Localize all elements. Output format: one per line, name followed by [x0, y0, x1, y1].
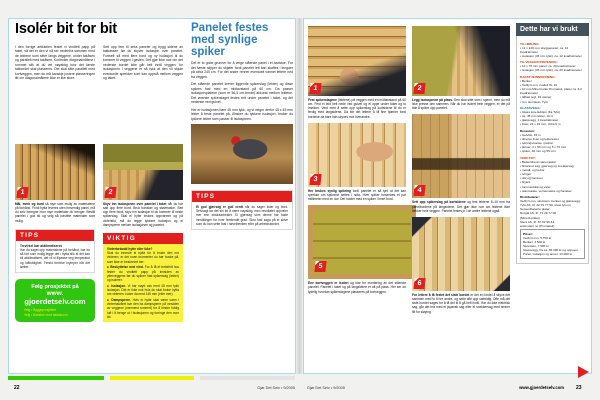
sidebar-section-verktoy [520, 156, 585, 193]
distributor-line: Norgal AS, tlf. 71 29 77 00 [520, 211, 557, 216]
caption-step-2 [103, 202, 183, 227]
caption-step-6 [412, 293, 510, 314]
step-block-2 [412, 26, 510, 110]
section-header-verktoy: VERKTØY: [520, 155, 536, 160]
caption-step-2r-lead: Legg isolasjonen på plass. [412, 98, 453, 102]
caption-step-3-text: fordi panelet er så tynt at det kan sprekke om spikrene settes i nota. Hver spiker forsenkes et par millimeter med en dor. Det holder med en spiker i hvert bord. [308, 188, 406, 202]
caption-step-6-lead: For lettere å få festet det siste bordet [412, 292, 470, 297]
distributor-line: Vedfyrt ovn, skorstein, benker og glassvegg: [520, 199, 581, 204]
photo-step-4-corner [412, 114, 510, 198]
photo-materials-stack [15, 144, 95, 200]
price-line: Vedfyrt ovn, 5.700 kr [523, 235, 552, 240]
caption-step-5-lead: Ene kortveggen er isolert [308, 281, 349, 286]
step-badge-2r: 2 [413, 83, 425, 94]
step-badge-1r: 1 [309, 83, 321, 94]
continue-arrow-icon [578, 366, 589, 378]
page-gutter-shadow [296, 18, 303, 374]
left-column-2 [103, 45, 183, 322]
photo-step-1-battens [308, 26, 406, 96]
article1-col1-text: I den forrige artikkelen festet vi vindtett papp på taket, så det er den vi nå ser nedenfra sammen med de lektene som sitter langs veggene, under takåsen og parallelt med takåsen. Kontroller diagonalmålene i rommet slik at du vet nøyaktig hvor det første takbordet skal plasseres. Det skal sitte parallelt med kortveggen, men du må kanskje justere plasseringen litt om diagonalmålene ikke er like store. [15, 45, 95, 81]
step-badge-2: 2 [104, 187, 116, 198]
article1-col2-text: Sett opp fem til seks paneler og bygg sidene av takkassen før du skyver isolasjon over panelet. Fortsett så med flere bord og ny isolasjon til du kommer til veggen i gavlen. Det gjør ikke noe om det nederste bordet ikke går helt inntil veggen, for isolasjonen i veggene er så tykk at den vil skjule eventuelle sprekker som kan oppstå mellom veggen og taket. [103, 45, 183, 81]
photo-mitre-saw [191, 124, 293, 184]
caption-step-3 [308, 189, 406, 201]
section-header-dessuten: Dessuten: [520, 128, 535, 133]
sidebar-item: • dor og hammer [520, 176, 585, 180]
tips-box-2 [191, 190, 293, 230]
viktig-bullet-1-text: For å få et trekkfritt hus fester du vindtett papp på innsiden av ytterveggene før du spikrer fast spikerslag (lekter) og isolerer. [107, 265, 179, 282]
viktig-bullet-1-lead: Beskyttelse mot vind. [110, 265, 144, 270]
sidebar-item: • støvmaske, vernemaske og hansker [520, 189, 585, 193]
distributor-tylo-link[interactable]: Tylö AS, tlf. 22 79 77 50, www.tylo.no [520, 203, 571, 208]
right-footer-website-link[interactable]: www.gjoerdetselv.com [519, 385, 564, 390]
viktig-bullet-3-lead: Dampsperre. [111, 297, 131, 302]
sidebar-section-innredning [520, 75, 585, 104]
sidebar-item: • Benker [520, 79, 585, 83]
caption-step-1-lead: Mål, merk og bunt [15, 202, 44, 206]
viktig-bullet-3 [107, 298, 179, 319]
article2-headline [191, 22, 293, 58]
sidebar-section-dessuten [520, 129, 585, 153]
sidebar-item: • tommestokk og vater [520, 185, 585, 189]
caption-step-2-text: når du har satt opp flere bord. Bruk hansker og støvmaske. Sett opp flere bord, skyv inn isolasjon til du kommer til neste spikerslag. Skal ei hytte brukes oppvarmet og på vinterstid, må du legge tykkere isolasjon og ei dampsperre mellom isolasjonen og panelet. [103, 202, 184, 227]
accent-bar-yellow [110, 376, 194, 380]
sidebar-section-prices [520, 229, 585, 259]
caption-step-4-lead: Sett opp spikerslag på kortsidene [412, 200, 466, 205]
tips-box-2-body [192, 202, 292, 229]
sidebar-item: • Gulvlist, 15 m [520, 133, 585, 137]
step-block-1 [308, 26, 406, 119]
left-footer-issue: Gjør Det Selv • 9/2005 [257, 386, 295, 390]
step-block-3 [308, 123, 406, 201]
step-block-4 [412, 114, 510, 212]
caption-step-2-lead: Skyv inn isolasjonen over panelet i taket [103, 202, 167, 206]
article2-paragraph-1: Det er to gode grunner for å velge stående panel i ei badstue. For det første slipper du skjøter fordi panelet lett kan skaffes i lengder på cirka 240 cm. For det andre renner eventuelt vannet lettere ned fra veggen. [191, 61, 293, 79]
tips-box-2-header: TIPS [192, 191, 292, 202]
article2-headline-line2: med synlige spiker [191, 34, 258, 59]
viktig-bullet-2-lead: Isolasjon. [111, 283, 126, 288]
caption-step-2r-text: Den skal sitte som i spenn, men du må ikke presse den sammen. Når du har isolert hele veggen, er det på tide å spikre opp panelet. [412, 98, 510, 111]
price-line: Glassvegg, fra ca. 36.000 kr og oppover [523, 248, 579, 253]
right-page-number: 23 [576, 385, 582, 391]
tips-box-1-text: Har du saget opp materialene på forhånd, bør du så fort som mulig legge det i hytta slik at det kan bli akklimatisert, det vil si tilpasse seg temperatur og luftfuktighet. Ferskt trevirke krymper når det tørker. [20, 248, 90, 269]
accent-bar-green [8, 376, 104, 380]
viktig-lead: Vinterbebodd hytte eller ikke? [107, 246, 153, 251]
caption-step-3-lead: Her brukes synlig spikring [308, 188, 351, 193]
distributor-line: (Minerit-plater) [520, 215, 541, 220]
article2-paragraph-3: Her er isolasjonen bare 45 mm tykk, og vi velger derfor 45 x 45 mm lekter å feste panelet på. Ønsker du tykkere isolasjon, bruker du tykkere lekter som passer til isolasjonen. [191, 107, 293, 121]
step-block-6 [412, 217, 510, 314]
section-header-prices: Priser: [523, 231, 533, 236]
sidebar-item: • tvinger [520, 172, 585, 176]
sidebar-item: • isolasjon (45 mm tykk), ca. 20 kvadratmeter [520, 68, 585, 72]
article1-title: Isolér bit for bit [15, 21, 117, 37]
sidebar-item: • metall- og trebor [520, 168, 585, 172]
tips-box-2-lead: Ei god gjærsag er gull verdt [196, 205, 244, 209]
sidebar-item: • glassvegg, 2 kvadratmeter [520, 118, 585, 122]
caption-step-1r-text: (lektene) på veggen med en midtavstand på 60 cm. Fest ei lekt helt nede ved gulvet og ei oppe under taket og to imellom. Vent med å sette opp spikerslag på kortsidene til du er ferdig med langsidene. Da blir det lettere å få fine hjørner fordi bordene da bare kan skyves mot hverandre. [308, 98, 406, 119]
article2-headline-line1: Panelet festes [191, 22, 269, 34]
sidebar-item: • Batteridrevet skrumaskin [520, 160, 585, 164]
promo-sub-1: Velg • Byggeprosjekter [24, 307, 57, 312]
caption-step-1r-lead: Fest spikerslagene [308, 98, 337, 102]
left-column-1 [15, 45, 95, 322]
step-block-5 [308, 205, 406, 293]
tips-box-1 [15, 229, 95, 273]
left-column-3 [191, 22, 293, 230]
caption-step-5 [308, 281, 406, 293]
distributor-steni-link[interactable]: www.steni.no (Promatek) [520, 223, 555, 228]
sidebar-section-glassvegg [520, 106, 585, 126]
distributor-line: Sementbaserte plater: [520, 207, 551, 212]
promo-line-2: www. [46, 290, 64, 298]
tips-box-1-header: TIPS [16, 230, 94, 241]
sidebar-item: • diverse lister og lekterester [520, 137, 585, 141]
price-line: Panel, isolasjon og annet, 13.000 kr [523, 252, 573, 257]
sidebar-item: • tetningsmasse i patron [520, 141, 585, 145]
section-header-innredning: BADSTUEINNREDNING: [520, 75, 556, 80]
caption-step-6-text: er det en fordel å skyve det sammen med to til tre andre, og sette alle opp samtidig. Ofte må det siste bordet sages for å få det til å gå helt inntil. Har du ikke elektrisk sag, går det bra med ei japansk sag eller ei snekkersag med tenner filt for sløying. [412, 292, 510, 314]
section-header-himling: TIL HIMLING: [520, 41, 540, 46]
sidebar-item: • isolasjon (45 mm tykk), ca. 12 kvadratmeter [520, 54, 585, 58]
step-badge-1: 1 [16, 187, 28, 198]
sidebar-item: • fintannet sag, gjærsag og snekkersag [520, 164, 585, 168]
promo-line-1: Følg prosjektet på [31, 284, 79, 291]
photo-step-2-insulation [412, 26, 510, 96]
viktig-bullet-1 [107, 265, 179, 282]
photo-insulation-push [103, 144, 183, 200]
step-badge-4: 4 [413, 185, 425, 196]
accent-bar-gray [200, 376, 295, 380]
viktig-bullet-2 [107, 284, 179, 297]
caption-step-1-text: så mye som mulig av materialene på forhånd. Fordi hytta leveres uten innvendig panel, må du selv beregne hvor mye materialer du trenger. Bestill panelet i god tid og velg så kvistfrie materialer som mulig. [15, 202, 95, 223]
sidebar-body [516, 36, 589, 264]
sidebar-item: • 3 m skorstein, Tylö [520, 100, 585, 104]
viktig-bullet-3-text: Hvis ei hytte skal være varm i vinterhalvåret bør den ha dampsperre på innsiden av veggene (nærmest rommet) for å hindre fuktig luft i å trenge ut i isolasjonen og forringe den over tid. [107, 297, 179, 319]
sidebar-item: • 10 mm Minerit eller Promatek, plater ca. 4,2 kvadratmeter [520, 87, 585, 95]
caption-step-1 [15, 202, 95, 223]
sidebar-item: • spiker, 40 mm og 55 mm [520, 149, 585, 153]
article2-paragraph-2: Det stående panelet krever liggende spikerslag (lekter) og disse spikres fast med en midtavstand på 60 cm. Da passer isolasjonsplatene (som er 56,5 cm brede) akkurat mellom lektene. Det øverste spikerslaget festes rett under panelet i taket, og det nederste ved gulvet. [191, 82, 293, 105]
distributor-line: Steni AS, tlf. 67 02 96 44, [520, 219, 555, 224]
right-column-a [308, 23, 406, 298]
sidebar-item: • skruer, 4 x 50 mm og 5 x 70 mm [520, 145, 585, 149]
sidebar-item: • 12 x 70 mm panel, ca. 20 kvadratmeter [520, 64, 585, 68]
viktig-bullet-2-text: Vi har nøyd oss med 45 mm tykk isolasjon. Det er ikke nok hvis du skal bruke hytta om vinteren. Isoler da med 145 mm (eller mer). [107, 283, 179, 297]
photo-step-6-last-board [412, 217, 510, 291]
sidebar-item: • blyant [520, 180, 585, 184]
caption-step-4-text: og fest lektene 8–10 mm fra panelbordene på langsidene. Det gjør ikke noe om lektene ikke dekker hele veggen. Panelet festes jo i de andre lektene også. [412, 200, 511, 213]
step-badge-3: 3 [309, 174, 321, 185]
materials-sidebar [516, 23, 589, 264]
caption-step-2r [412, 98, 510, 110]
sidebar-section-vegger [520, 60, 585, 72]
section-header-vegger: TIL VEGGER INNVENDIG: [520, 60, 558, 65]
sidebar-item: • lister, 21 x 21 mm, cirka 6 m [520, 122, 585, 126]
viktig-intro: Skal du innrede ei hytte for å bruke den om vinteren, er det noen momenter du bør huske på, som ikke er beskrevet her: [107, 251, 179, 264]
viktig-box-header: VIKTIG [103, 233, 183, 244]
sidebar-item: • Glass Line Edition (fra Tylö) [520, 110, 585, 114]
photo-step-3-nailing [308, 123, 406, 187]
viktig-box-body [103, 244, 183, 322]
section-header-distributors: Distributører: [520, 195, 540, 200]
step-badge-5: 5 [314, 261, 326, 272]
price-line: Skorstein, 7.500 kr [523, 244, 549, 249]
right-page [303, 18, 592, 374]
tips-box-2-text: når du sager lister og bord. Selvsagt tar det sin tid å være nøyaktig, men resultatet oppveier mer enn ekstraarbeidet. Ei gjærsag som denne har faste innstillinger for hver femtende grad. Skru fast saga på ei skive som du kan sette fast i høvelbenken eller på arbeidsbordet. [196, 205, 288, 226]
section-header-glassvegg: GLASSVEGG: [520, 106, 541, 111]
sidebar-item: • 12 x 120 mm skyggepanel, ca. 12 kvadratmeter [520, 46, 585, 54]
sidebar-section-himling [520, 42, 585, 58]
left-page [8, 18, 296, 374]
tips-box-1-lead: Trevirket bør akklimatiseres [20, 243, 63, 248]
right-footer-issue: Gjør Det Selv • 9/2005 [307, 386, 345, 390]
sidebar-section-distributors [520, 195, 585, 228]
right-column-b [412, 23, 510, 318]
viktig-box [103, 233, 183, 322]
price-line: Benker, 3.500 kr [523, 239, 546, 244]
promo-sub-2: Velg • Badstue med badstuovn [24, 313, 68, 318]
caption-step-4 [412, 200, 510, 212]
promo-box-website[interactable] [15, 279, 95, 322]
photo-step-5-insulated-wall [308, 205, 416, 279]
sidebar-item: • Ildfast tegl, 15 steiner [520, 95, 585, 99]
sidebar-item: • ca. 45 mm lekter, 10 m [520, 114, 585, 118]
tips-box-1-body [16, 241, 94, 272]
sidebar-item: • Vedfyrt ovn, modell KL 16 [520, 83, 585, 87]
caption-step-1r [308, 98, 406, 119]
step-badge-6: 6 [413, 278, 425, 289]
promo-website-link[interactable]: gjoerdetselv.com [24, 297, 86, 307]
left-page-number: 22 [14, 385, 20, 391]
sidebar-title: Dette har vi brukt [516, 23, 589, 36]
caption-step-5-text: og klar for montering av det stående panelet. Panelet i taket og på langsidene er alt på plass. Her ser du tydelig hvordan spikerslagene plasseres på kortveggen. [308, 281, 406, 294]
